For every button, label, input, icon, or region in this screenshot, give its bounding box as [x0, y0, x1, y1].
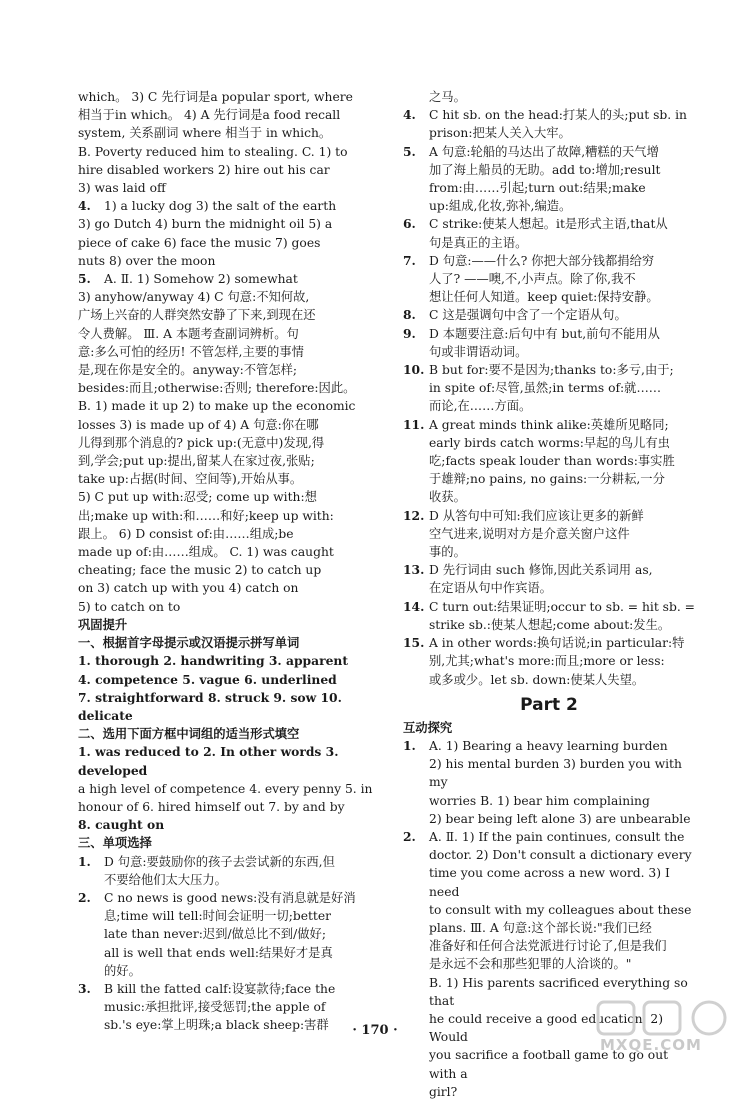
answer-item	[403, 737, 695, 755]
continuation-line: 于雄辩;no pains, no gains:一分耕耘,一分	[429, 472, 665, 487]
continuation-line: 句是真正的主语。	[429, 235, 528, 250]
section-heading: 互动探究	[403, 720, 453, 735]
text-line: system, 关系副词 where 相当于 in which。	[78, 126, 332, 141]
section-heading: 三、单项选择	[78, 836, 152, 851]
continuation-line: 事的。	[429, 545, 466, 560]
answer-item	[78, 197, 378, 215]
continuation-line: 空气进来,说明对方是介意关窗户这件	[429, 526, 630, 541]
answer-item	[403, 507, 695, 525]
text-line: 是,现在你是安全的。anyway:不管怎样;	[78, 363, 298, 378]
continuation-line: 的好。	[104, 963, 141, 978]
answer-line: 8. caught on	[78, 817, 165, 833]
answer-item	[78, 270, 378, 288]
item-number: 6.	[403, 216, 416, 232]
text-line: take up:占据(时间、空间等),开始从事。	[78, 472, 303, 487]
answer-item	[403, 828, 695, 846]
text-line: cheating; face the music 2) to catch up	[78, 563, 322, 578]
text-line: 相当于in which。 4) A 先行词是a food recall	[78, 108, 341, 123]
continuation-line: 想让任何人知道。keep quiet:保持安静。	[429, 290, 659, 305]
item-text: C turn out:结果证明;occur to sb. = hit sb. =	[429, 599, 695, 614]
continuation-line: strike sb.:使某人想起;come about:发生。	[429, 617, 671, 632]
continuation-line: 不要给他们太大压力。	[104, 872, 227, 887]
continuation-line: 加了海上船员的无助。add to:增加;result	[429, 162, 661, 177]
item-text: B but for:要不是因为;thanks to:多亏,由于;	[429, 363, 674, 378]
answer-item	[78, 889, 378, 907]
item-number: 7.	[403, 252, 416, 268]
text-line: piece of cake 6) face the music 7) goes	[78, 235, 321, 250]
answer-item	[403, 416, 695, 434]
continuation-line: 吃;facts speak louder than words:事实胜	[429, 454, 675, 469]
text-line: 5) to catch on to	[78, 599, 181, 614]
item-number: 4.	[403, 107, 416, 123]
text-line: 广场上兴奋的人群突然安静了下来,到现在还	[78, 308, 316, 323]
text-line: 令人费解。 Ⅲ. A 本题考查副词辨析。句	[78, 326, 299, 341]
continuation-line: prison:把某人关入大牢。	[429, 126, 571, 141]
continuation-line: 是永远不会和那些犯罪的人洽谈的。"	[429, 957, 632, 972]
item-number: 10.	[403, 362, 425, 378]
continuation-line: 准备好和任何合法党派进行讨论了,但是我们	[429, 939, 667, 954]
item-text: C hit sb. on the head:打某人的头;put sb. in	[429, 108, 687, 123]
continuation-line: 2) bear being left alone 3) are unbearable	[429, 811, 691, 826]
item-number: 12.	[403, 507, 425, 523]
answer-item	[403, 634, 695, 652]
continuation-line: 息;time will tell:时间会证明一切;better	[104, 909, 332, 924]
item-number: 5.	[78, 271, 91, 287]
answer-item	[403, 143, 695, 161]
continuation-line: B. 1) His parents sacrificed everything so that	[429, 975, 688, 1008]
watermark-glyph-3	[693, 1002, 725, 1034]
watermark-glyph-1	[598, 1002, 634, 1034]
item-number: 11.	[403, 416, 425, 432]
text-line: 跟上。 6) D consist of:由……组成;be	[78, 526, 294, 541]
item-number: 15.	[403, 635, 425, 651]
item-number: 5.	[403, 143, 416, 159]
answer-item	[78, 980, 378, 998]
section-heading: 一、根据首字母提示或汉语提示拼写单词	[78, 636, 300, 651]
item-number: 2.	[403, 828, 416, 844]
continuation-line: from:由……引起;turn out:结果;make	[429, 181, 646, 196]
continuation-line: 或多或少。let sb. down:使某人失望。	[429, 672, 645, 687]
continuation-line: you sacrifice a football game to go out with a	[429, 1048, 669, 1081]
text-line: honour of 6. hired himself out 7. by and by	[78, 799, 345, 814]
text-line: nuts 8) over the moon	[78, 253, 216, 268]
continuation-line: 在定语从句中作宾语。	[429, 581, 552, 596]
continuation-line: 2) his mental burden 3) burden you with my	[429, 757, 682, 790]
continuation-line: doctor. 2) Don't consult a dictionary every	[429, 848, 692, 863]
text-line: 5) C put up with:忍受; come up with:想	[78, 490, 317, 505]
answer-item	[403, 306, 695, 324]
section-heading: 二、选用下面方框中词组的适当形式填空	[78, 727, 300, 742]
continuation-line: plans. Ⅲ. A 句意:这个部长说:"我们已经	[429, 920, 652, 935]
continuation-line: to consult with my colleagues about these	[429, 902, 692, 917]
item-text: D 本题要注意:后句中有 but,前句不能用从	[429, 326, 660, 341]
continuation-line: late than never:迟到/做总比不到/做好;	[104, 927, 326, 942]
text-line: hire disabled workers 2) hire out his car	[78, 162, 330, 177]
text-line: losses 3) is made up of 4) A 句意:你在哪	[78, 417, 319, 432]
text-line: which。 3) C 先行词是a popular sport, where	[78, 90, 353, 104]
text-line: made up of:由……组成。 C. 1) was caught	[78, 545, 334, 560]
continuation-line: 句或非谓语动词。	[429, 344, 528, 359]
item-number: 13.	[403, 562, 425, 578]
answer-line: 4. competence 5. vague 6. underlined	[78, 671, 337, 687]
item-number: 2.	[78, 889, 91, 905]
item-number: 9.	[403, 325, 416, 341]
continuation-line: sb.'s eye:掌上明珠;a black sheep:害群	[104, 1018, 329, 1033]
item-text: A in other words:换句话说;in particular:特	[429, 636, 685, 651]
text-line: 意:多么可怕的经历! 不管怎样,主要的事情	[78, 344, 304, 359]
continuation-line: time you come across a new word. 3) I need	[429, 866, 670, 899]
text-line: B. 1) made it up 2) to make up the economic	[78, 399, 356, 414]
text-line: a high level of competence 4. every penny 5. in	[78, 781, 373, 796]
answer-item	[403, 598, 695, 616]
item-text: D 句意:要鼓励你的孩子去尝试新的东西,但	[104, 854, 335, 869]
item-text: A. Ⅱ. 1) If the pain continues, consult the	[429, 829, 685, 844]
continuation-line: 别,尤其;what's more:而且;more or less:	[429, 654, 665, 669]
item-text: A great minds think alike:英雄所见略同;	[429, 417, 669, 432]
item-text: D 先行词由 such 修饰,因此关系词用 as,	[429, 563, 653, 578]
continuation-line: 之马。	[429, 90, 466, 104]
text-line: 到,学会;put up:提出,留某人在家过夜,张贴;	[78, 454, 315, 469]
right-column	[403, 88, 695, 1101]
item-text: D 从答句中可知:我们应该让更多的新鲜	[429, 508, 644, 523]
continuation-line: worries B. 1) bear him complaining	[429, 793, 650, 808]
item-text: C no news is good news:没有消息就是好消	[104, 890, 356, 905]
continuation-line: 人了? ——噢,不,小声点。除了你,我不	[429, 272, 636, 287]
watermark-text: MXQE.COM	[600, 1036, 702, 1054]
item-text: 1) a lucky dog 3) the salt of the earth	[104, 199, 337, 214]
answer-item	[403, 325, 695, 343]
section-heading: 巩固提升	[78, 617, 128, 632]
text-line: B. Poverty reduced him to stealing. C. 1) to	[78, 144, 348, 159]
continuation-line: he could receive a good education. 2) Would	[429, 1011, 664, 1045]
item-number: 4.	[78, 198, 91, 214]
item-number: 8.	[403, 307, 416, 323]
answer-item	[403, 361, 695, 379]
continuation-line: 收获。	[429, 490, 466, 505]
item-text: A. Ⅱ. 1) Somehow 2) somewhat	[104, 272, 298, 287]
text-line: 3) was laid off	[78, 181, 166, 196]
item-number: 1.	[403, 737, 416, 753]
answer-item	[403, 215, 695, 233]
part-title: Part 2	[520, 694, 578, 715]
continuation-line: 而论,在……方面。	[429, 399, 532, 414]
text-line: besides:而且;otherwise:否则; therefore:因此。	[78, 381, 356, 396]
item-text: C 这是强调句中含了一个定语从句。	[429, 308, 627, 323]
answer-item	[403, 561, 695, 579]
item-number: 3.	[78, 980, 91, 996]
text-line: 3) go Dutch 4) burn the midnight oil 5) a	[78, 217, 333, 232]
watermark-glyph-2	[644, 1002, 680, 1034]
text-line: 儿得到那个消息的? pick up:(无意中)发现,得	[78, 435, 325, 450]
text-line: 3) anyhow/anyway 4) C 句意:不知何故,	[78, 290, 310, 305]
item-number: 14.	[403, 598, 425, 614]
item-number: 1.	[78, 853, 91, 869]
continuation-line: all is well that ends well:结果好才是真	[104, 945, 333, 960]
item-text: A. 1) Bearing a heavy learning burden	[429, 738, 668, 753]
text-line: 出;make up with:和……和好;keep up with:	[78, 508, 334, 523]
continuation-line: early birds catch worms:早起的鸟儿有虫	[429, 435, 670, 450]
answer-line: 7. straightforward 8. struck 9. sow 10. delicate	[78, 689, 342, 723]
continuation-line: up:組成,化妆,弥补,编造。	[429, 199, 572, 214]
text-line: on 3) catch up with you 4) catch on	[78, 581, 299, 596]
left-column	[78, 88, 378, 1035]
item-text: D 句意:——什么? 你把大部分钱都捐给穷	[429, 253, 655, 268]
continuation-line: in spite of:尽管,虽然;in terms of:就……	[429, 381, 662, 396]
answer-line: 1. was reduced to 2. In other words 3. developed	[78, 744, 339, 778]
item-text: C strike:使某人想起。it是形式主语,that从	[429, 217, 668, 232]
continuation-line: girl?	[429, 1084, 458, 1099]
answer-item	[403, 252, 695, 270]
answer-item	[78, 853, 378, 871]
item-text: B kill the fatted calf:设宴款待;face the	[104, 981, 336, 996]
page-number: · 170 ·	[352, 1023, 398, 1038]
answer-line: 1. thorough 2. handwriting 3. apparent	[78, 653, 349, 669]
continuation-line: music:承担批评,接受惩罚;the apple of	[104, 1000, 326, 1015]
item-text: A 句意:轮船的马达出了故障,糟糕的天气增	[429, 144, 659, 159]
answer-item	[403, 106, 695, 124]
